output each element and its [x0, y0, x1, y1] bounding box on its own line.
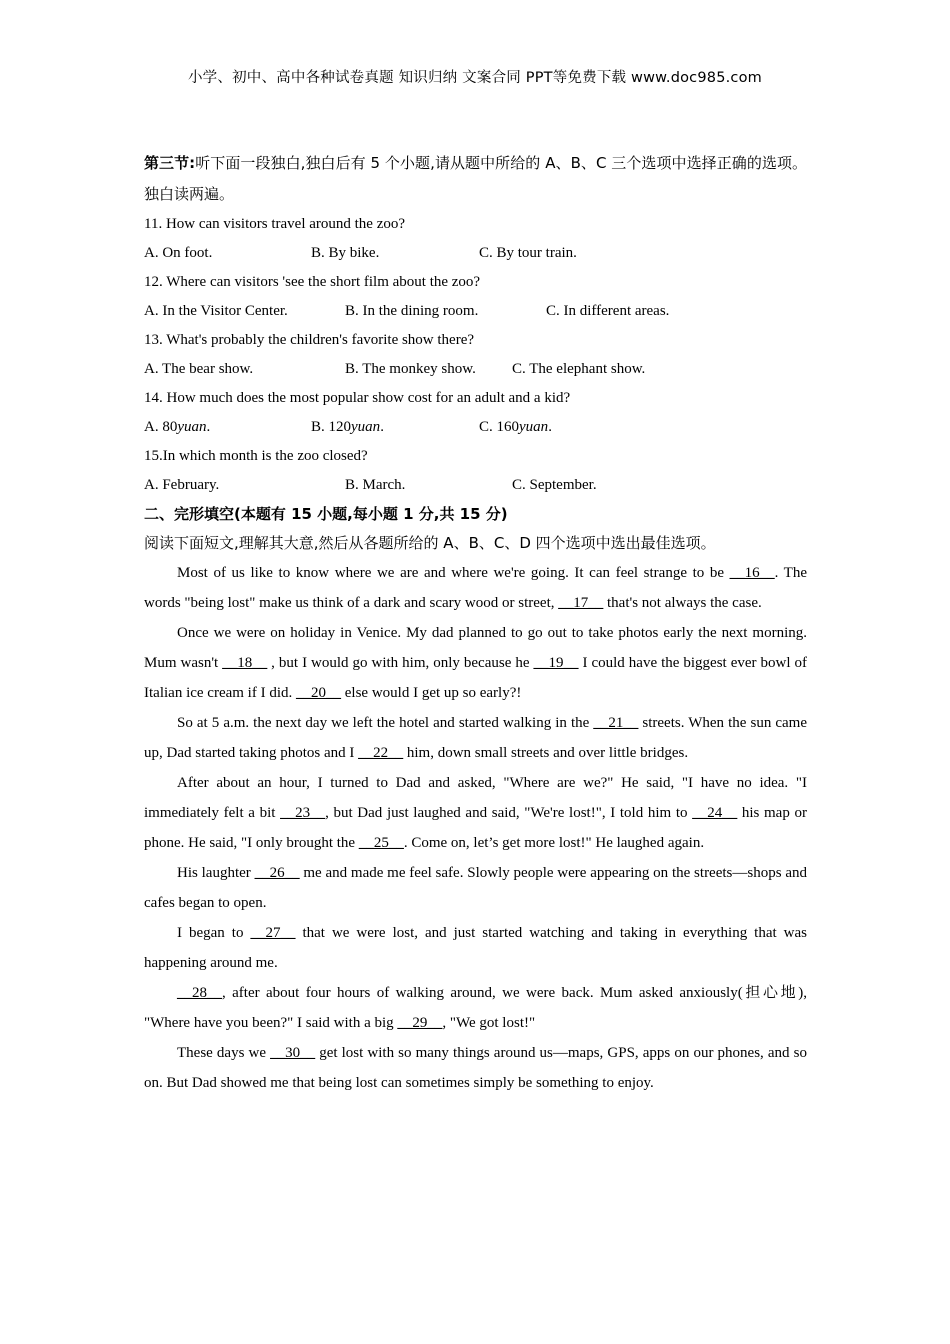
- question-14: 14. How much does the most popular show cost for an adult and a kid?: [144, 390, 571, 406]
- cloze-paragraph-6: [144, 918, 807, 978]
- text: that's not always the case.: [603, 595, 762, 611]
- question-11: 11. How can visitors travel around the zoo?: [144, 216, 406, 232]
- blank-22: __22__: [358, 745, 404, 761]
- option-c: C. By tour train.: [479, 245, 577, 261]
- blank-17: __17__: [558, 595, 604, 611]
- cloze-instruction: 阅读下面短文,理解其大意,然后从各题所给的 A、B、C、D 四个选项中选出最佳选项。: [144, 534, 716, 552]
- text: I could have the biggest ever bowl of Italian ice cream if I did.: [144, 655, 807, 701]
- text: that we were lost, and just started watching and taking in everything that was happening around me.: [144, 925, 807, 971]
- blank-23: __23__: [280, 805, 326, 821]
- period: .: [206, 419, 211, 435]
- text: Once we were on holiday in Venice. My dad planned to go out to take photos early the next morning. Mum wasn't: [144, 625, 807, 671]
- section3-title: 第三节:: [144, 154, 196, 172]
- options-12: [144, 297, 807, 326]
- currency-unit: yuan: [177, 419, 207, 435]
- blank-27: __27__: [250, 925, 296, 941]
- cloze-paragraph-4: [144, 768, 807, 858]
- text: streets. When the sun came up, Dad started taking photos and I: [144, 715, 808, 761]
- option-a: [144, 413, 311, 442]
- option-c-amount: C. 160: [479, 419, 520, 435]
- blank-16: __16__: [729, 565, 775, 581]
- options-11: [144, 239, 807, 268]
- options-13: [144, 355, 807, 384]
- text: So at 5 a.m. the next day we left the hotel and started walking in the: [177, 715, 594, 731]
- option-a-amount: A. 80: [144, 419, 178, 435]
- options-14: [144, 413, 807, 442]
- text: I began to: [177, 925, 251, 941]
- blank-21: __21__: [593, 715, 639, 731]
- text: Most of us like to know where we are and where we're going. It can feel strange to be: [177, 565, 730, 581]
- option-b-amount: B. 120: [311, 419, 352, 435]
- question-15: 15.In which month is the zoo closed?: [144, 448, 368, 464]
- cloze-paragraph-3: [144, 708, 807, 768]
- text: me and made me feel safe. Slowly people were appearing on the streets—shops and cafes began to open.: [144, 865, 807, 911]
- blank-19: __19__: [533, 655, 579, 671]
- cloze-paragraph-2: [144, 618, 807, 708]
- text: , after about four hours of walking around, we were back. Mum asked anxiously(担心地), "Where have you been?" I said with a big: [144, 985, 807, 1031]
- option-c: C. In different areas.: [546, 303, 670, 319]
- option-a: A. On foot.: [144, 245, 213, 261]
- blank-29: __29__: [397, 1015, 443, 1031]
- currency-unit: yuan: [351, 419, 381, 435]
- text: him, down small streets and over little bridges.: [403, 745, 689, 761]
- question-13: 13. What's probably the children's favorite show there?: [144, 332, 475, 348]
- text: After about an hour, I turned to Dad and asked, "Where are we?" He said, "I have no idea. "I immediately felt a bit: [144, 775, 807, 821]
- text: . Come on, let’s get more lost!" He laughed again.: [403, 835, 705, 851]
- currency-unit: yuan: [519, 419, 549, 435]
- option-c: C. The elephant show.: [512, 361, 646, 377]
- cloze-paragraph-1: [144, 558, 807, 618]
- cloze-paragraph-5: [144, 858, 807, 918]
- option-a: A. February.: [144, 477, 220, 493]
- blank-24: __24__: [692, 805, 738, 821]
- cloze-paragraph-8: [144, 1038, 807, 1098]
- blank-28: __28__: [177, 985, 222, 1001]
- blank-30: __30__: [270, 1045, 316, 1061]
- blank-18: __18__: [222, 655, 268, 671]
- option-b: B. In the dining room.: [345, 303, 479, 319]
- blank-26: __26__: [254, 865, 300, 881]
- option-b: B. The monkey show.: [345, 361, 476, 377]
- page-header: 小学、初中、高中各种试卷真题 知识归纳 文案合同 PPT等免费下载 www.doc985.com: [187, 70, 763, 86]
- period: .: [548, 419, 552, 435]
- text: his map or phone. He said, "I only brought the: [144, 805, 807, 851]
- text: , but Dad just laughed and said, "We're lost!", I told him to: [325, 805, 693, 821]
- exam-content: [144, 148, 807, 1098]
- text: else would I get up so early?!: [341, 685, 522, 701]
- option-c: C. September.: [512, 477, 597, 493]
- option-a: A. In the Visitor Center.: [144, 303, 288, 319]
- option-b: [311, 413, 479, 442]
- cloze-section-title: 二、完形填空(本题有 15 小题,每小题 1 分,共 15 分): [144, 505, 508, 523]
- blank-20: __20__: [296, 685, 342, 701]
- text: These days we: [177, 1045, 271, 1061]
- option-a: A. The bear show.: [144, 361, 254, 377]
- text: get lost with so many things around us—maps, GPS, apps on our phones, and so on. But Dad showed me that being lost can sometimes simply be something to enjoy.: [144, 1045, 807, 1091]
- blank-25: __25__: [358, 835, 404, 851]
- text: His laughter: [177, 865, 255, 881]
- period: .: [380, 419, 384, 435]
- question-12: 12. Where can visitors 'see the short film about the zoo?: [144, 274, 481, 290]
- text: . The words "being lost" make us think of a dark and scary wood or street,: [144, 565, 807, 611]
- option-c: [479, 413, 552, 442]
- text: , but I would go with him, only because he: [267, 655, 534, 671]
- section3-heading: [144, 148, 807, 210]
- option-b: B. March.: [345, 477, 406, 493]
- section3-instructions: 听下面一段独白,独白后有 5 个小题,请从题中所给的 A、B、C 三个选项中选择正确的选项。独白读两遍。: [144, 154, 808, 203]
- option-b: B. By bike.: [311, 245, 380, 261]
- options-15: [144, 471, 807, 500]
- text: , "We got lost!": [442, 1015, 536, 1031]
- cloze-paragraph-7: [144, 978, 807, 1038]
